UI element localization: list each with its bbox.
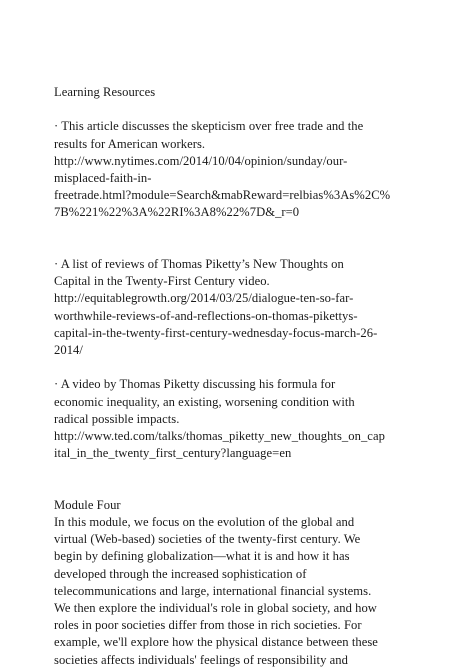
module-paragraph-line: In this module, we focus on the evolution of the global and xyxy=(54,514,355,529)
resource-url-line: http://www.nytimes.com/2014/10/04/opinion/sunday/our- xyxy=(54,153,348,168)
section-heading: Learning Resources xyxy=(54,85,156,99)
module-paragraph-line: virtual (Web-based) societies of the twenty-first century. We xyxy=(54,532,361,547)
resource-url-line: http://equitablegrowth.org/2014/03/25/dialogue-ten-so-far- xyxy=(54,291,354,306)
module-paragraph-line: roles in poor societies differ from those in rich societies. For xyxy=(54,618,362,633)
resource-item xyxy=(54,118,423,221)
resource-url-line: capital-in-the-twenty-first-century-wednesday-focus-march-26- xyxy=(54,325,378,340)
resource-text-line: · This article discusses the skepticism over free trade and the xyxy=(54,119,364,134)
resource-url-line: 2014/ xyxy=(54,343,83,357)
module-title: Module Four xyxy=(54,497,121,512)
resource-url-line: misplaced-faith-in- xyxy=(54,171,152,185)
resource-item xyxy=(54,376,423,462)
spacer xyxy=(54,359,423,376)
resource-text-line: economic inequality, an existing, worsening condition with xyxy=(54,394,355,409)
module-paragraph-line: We then explore the individual's role in global society, and how xyxy=(54,601,377,615)
resource-text-line: · A list of reviews of Thomas Piketty’s New Thoughts on xyxy=(54,256,344,271)
resource-text-line: radical possible impacts. xyxy=(54,411,180,426)
resource-url-line: freetrade.html?module=Search&mabReward=relbias%3As%2C% xyxy=(54,188,391,203)
module-paragraph-line: developed through the increased sophistication of xyxy=(54,566,307,581)
spacer xyxy=(54,222,423,239)
spacer xyxy=(54,480,423,497)
module-paragraph-line: societies affects individuals' feelings of responsibility and xyxy=(54,652,348,667)
spacer xyxy=(54,239,423,256)
module-paragraph-line: telecommunications and large, international financial systems. xyxy=(54,583,372,598)
spacer xyxy=(54,462,423,479)
module-paragraph-line: begin by defining globalization—what it is and how it has xyxy=(54,549,350,564)
resource-text-line: Capital in the Twenty-First Century video. xyxy=(54,274,270,289)
resource-url-line: 7B%221%22%3A%22RI%3A8%22%7D&_r=0 xyxy=(54,205,300,220)
resource-item xyxy=(54,256,423,359)
spacer xyxy=(54,101,423,118)
resource-text-line: · A video by Thomas Piketty discussing his formula for xyxy=(54,377,336,392)
module-paragraph-line: example, we'll explore how the physical distance between these xyxy=(54,635,378,650)
module-section xyxy=(54,497,423,669)
resource-url-line: http://www.ted.com/talks/thomas_piketty_new_thoughts_on_cap xyxy=(54,429,385,443)
resource-url-line: worthwhile-reviews-of-and-reflections-on-thomas-pikettys- xyxy=(54,308,358,323)
resource-text-line: results for American workers. xyxy=(54,136,206,151)
resource-url-line: ital_in_the_twenty_first_century?language=en xyxy=(54,446,292,461)
